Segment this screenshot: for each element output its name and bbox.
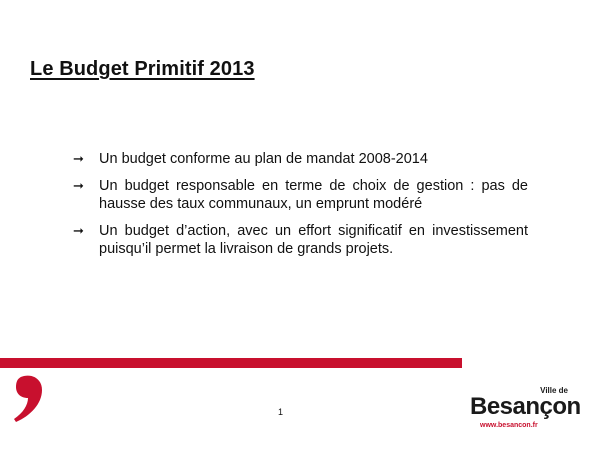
bullet-list <box>73 150 528 267</box>
arrow-icon: ➞ <box>73 223 84 238</box>
logo-url: www.besancon.fr <box>480 422 538 429</box>
bullet-item <box>73 177 528 213</box>
bullet-text: Un budget d’action, avec un effort significatif en investissement puisqu’il permet la livraison de grands projets. <box>99 223 528 257</box>
bullet-text: Un budget responsable en terme de choix de gestion : pas de hausse des taux communaux, un emprunt modéré <box>99 178 528 212</box>
slide-title: Le Budget Primitif 2013 <box>30 58 255 80</box>
red-comma-icon <box>10 374 50 424</box>
bullet-item <box>73 150 528 168</box>
page-number: 1 <box>278 407 284 417</box>
logo-prefix: Ville de <box>540 386 568 395</box>
besancon-logo <box>470 386 580 432</box>
bullet-item <box>73 222 528 258</box>
arrow-icon: ➞ <box>73 178 84 193</box>
arrow-icon: ➞ <box>73 151 84 166</box>
logo-name: Besançon <box>470 393 581 420</box>
footer-band <box>0 358 462 368</box>
bullet-text: Un budget conforme au plan de mandat 2008-2014 <box>99 151 428 167</box>
